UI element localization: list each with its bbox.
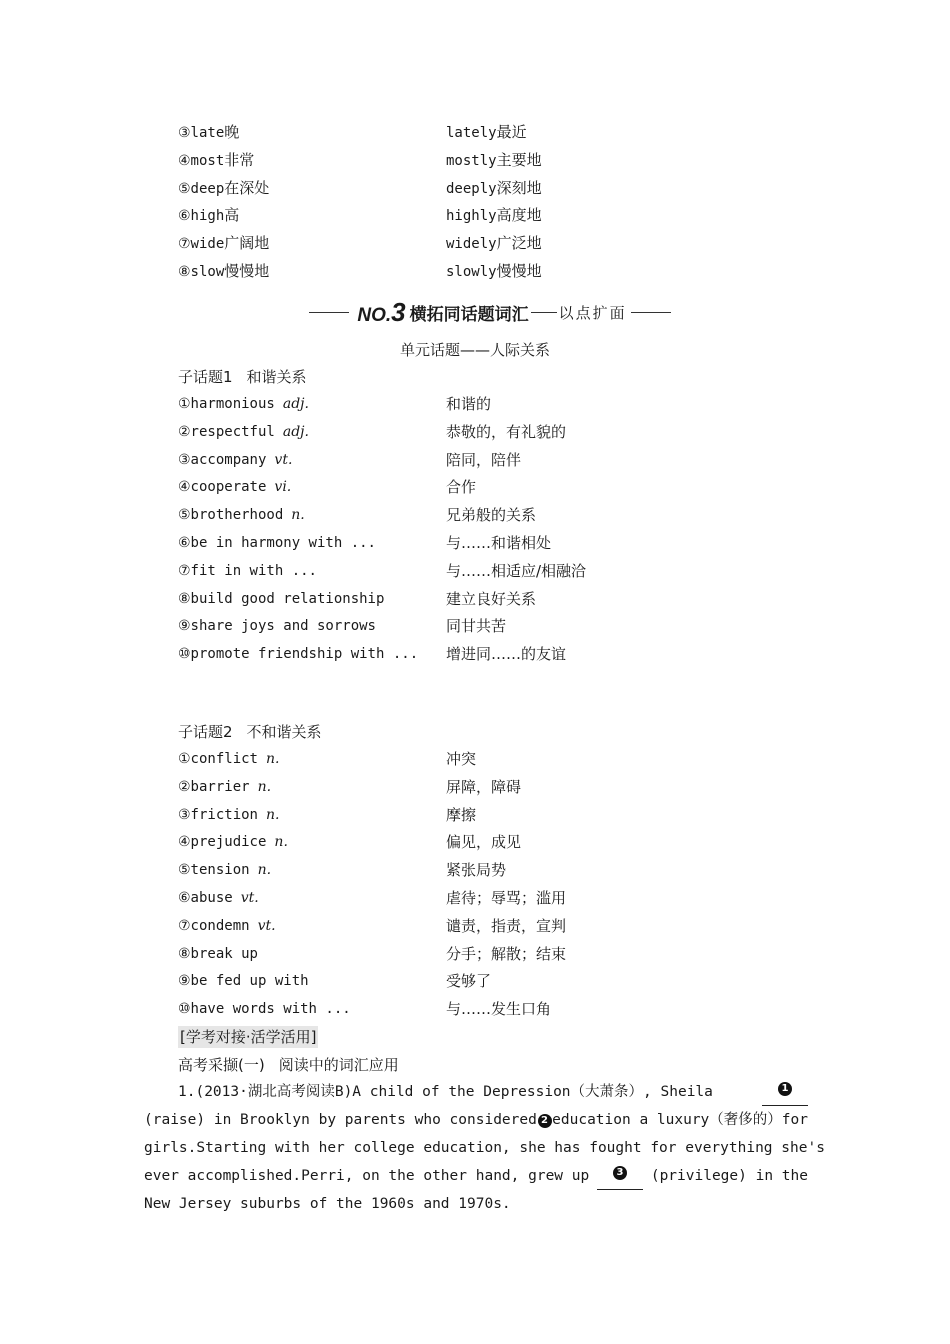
base-word <box>178 259 269 284</box>
vocab-meaning: 与……和谐相处 <box>446 534 552 552</box>
term-text: ⑤brotherhood <box>178 507 284 524</box>
ly-word <box>446 120 527 145</box>
vocab-row <box>178 531 818 555</box>
exam-tag: [学考对接·活学活用] <box>180 1028 317 1046</box>
ly-meaning: 高度地 <box>496 206 542 225</box>
vocab-row <box>178 803 818 827</box>
term-text: ①harmonious <box>178 396 275 412</box>
vocab-term <box>178 587 384 611</box>
vocab-term <box>178 559 317 583</box>
vocab-row <box>178 392 818 416</box>
answer-blank-3[interactable] <box>597 1162 643 1190</box>
passage-text: girls.Starting with her college education, she has fought for everything she's <box>144 1140 825 1156</box>
passage-line <box>144 1106 808 1134</box>
vocab-meaning: 紧张局势 <box>446 861 507 880</box>
vocab-term <box>178 503 305 527</box>
vocab-row <box>178 559 818 583</box>
ly-meaning: 慢慢地 <box>496 262 542 280</box>
passage-text: (raise) in Brooklyn by parents who considered <box>144 1112 537 1128</box>
vocab-row <box>178 747 818 771</box>
vocab-row <box>178 587 818 611</box>
vocab-meaning: 兄弟般的关系 <box>446 506 537 525</box>
vocab-term <box>178 775 271 799</box>
ly-word <box>446 176 542 201</box>
vocab-row <box>178 942 818 966</box>
term-text: ③accompany <box>178 451 267 468</box>
reading-passage <box>144 1078 825 1218</box>
vocab-meaning: 同甘共苦 <box>446 617 507 636</box>
vocab-row <box>178 420 818 444</box>
ly-word <box>446 231 542 256</box>
subtopic1-label: 子话题1 和谐关系 <box>178 368 307 386</box>
base-word <box>178 203 239 228</box>
passage-text: 1.(2013·湖北高考阅读B)A child of the Depression（大萧条）, Sheila <box>178 1084 713 1100</box>
base-term: ⑦wide <box>178 236 225 253</box>
base-meaning: 晚 <box>224 123 240 141</box>
part-of-speech: adj. <box>282 396 309 412</box>
vocab-meaning: 和谐的 <box>446 395 492 413</box>
ly-meaning: 深刻地 <box>496 178 542 197</box>
exam-section-label: 高考采撷(一) 阅读中的词汇应用 <box>178 1056 399 1074</box>
ly-meaning: 最近 <box>496 123 527 141</box>
vocab-meaning: 增进同……的友谊 <box>446 645 567 664</box>
blank-number-icon: 2 <box>538 1114 552 1128</box>
vocab-meaning: 与……相适应/相融洽 <box>446 561 587 580</box>
vocab-row <box>178 448 818 472</box>
vocab-meaning: 偏见，成见 <box>446 833 522 852</box>
vocab-row <box>178 503 818 527</box>
base-word <box>178 176 269 201</box>
vocab-term <box>178 830 288 854</box>
vocab-term <box>178 614 376 638</box>
vocab-meaning: 恭敬的，有礼貌的 <box>446 422 567 441</box>
heading-number: NO.3 <box>357 296 406 327</box>
passage-text: ever accomplished.Perri, on the other hand, grew up <box>144 1168 590 1184</box>
vocab-term <box>178 803 279 827</box>
heading-rule-mid <box>531 312 557 313</box>
vocab-term <box>178 858 271 882</box>
adverb-pair-row <box>178 231 818 255</box>
vocab-term <box>178 392 309 416</box>
part-of-speech: n. <box>265 806 280 823</box>
adverb-pair-row <box>178 120 818 144</box>
vocab-meaning: 屏障，障碍 <box>446 777 522 796</box>
part-of-speech: n. <box>291 507 305 524</box>
vocab-term <box>178 420 309 444</box>
term-text: ⑤tension <box>178 862 250 879</box>
passage-line <box>144 1134 825 1162</box>
base-term: ③late <box>178 125 225 141</box>
base-term: ④most <box>178 152 225 169</box>
term-text: ⑦fit in with ... <box>178 562 317 579</box>
answer-blank-1[interactable] <box>762 1078 808 1106</box>
term-text: ⑨be fed up with <box>178 973 309 990</box>
vocab-meaning: 摩擦 <box>446 805 477 824</box>
base-meaning: 非常 <box>224 150 255 169</box>
ly-term: widely <box>446 236 497 253</box>
term-text: ⑥abuse <box>178 890 233 906</box>
part-of-speech: n. <box>274 834 288 851</box>
vocab-row <box>178 830 818 854</box>
vocab-meaning: 陪同，陪伴 <box>446 450 522 469</box>
vocab-meaning: 受够了 <box>446 972 492 991</box>
vocab-row <box>178 614 818 638</box>
vocab-row <box>178 886 818 910</box>
vocab-row <box>178 775 818 799</box>
base-meaning: 高 <box>224 206 240 225</box>
term-text: ⑧break up <box>178 945 258 962</box>
vocab-row <box>178 914 818 938</box>
vocab-term <box>178 942 258 966</box>
ly-word <box>446 203 542 228</box>
term-text: ⑩promote friendship with ... <box>178 646 419 663</box>
term-text: ⑧build good relationship <box>178 590 385 607</box>
section-heading <box>300 298 680 326</box>
passage-text: New Jersey suburbs of the 1960s and 1970s. <box>144 1196 511 1212</box>
vocab-term <box>178 886 259 910</box>
part-of-speech: n. <box>257 862 272 879</box>
term-text: ④cooperate <box>178 479 267 496</box>
vocab-meaning: 冲突 <box>446 750 477 768</box>
vocab-meaning: 建立良好关系 <box>446 589 537 608</box>
ly-meaning: 主要地 <box>496 150 542 169</box>
vocab-row <box>178 858 818 882</box>
base-word <box>178 148 254 173</box>
unit-topic: 单元话题——人际关系 <box>399 341 550 359</box>
ly-term: slowly <box>446 264 497 280</box>
term-text: ⑨share joys and sorrows <box>178 618 376 635</box>
vocab-meaning: 分手；解散；结束 <box>446 944 567 963</box>
term-text: ①conflict <box>178 751 258 767</box>
vocab-term <box>178 531 376 555</box>
heading-rule-right <box>631 312 671 313</box>
passage-text: education a luxury（奢侈的）for <box>552 1112 808 1128</box>
base-term: ⑤deep <box>178 180 225 197</box>
vocab-row <box>178 969 818 993</box>
ly-meaning: 广泛地 <box>496 234 542 253</box>
part-of-speech: vt. <box>257 917 276 934</box>
part-of-speech: adj. <box>282 423 309 440</box>
part-of-speech: vt. <box>274 451 293 468</box>
ly-term: highly <box>446 208 497 225</box>
term-text: ⑥be in harmony with ... <box>178 535 376 551</box>
base-meaning: 在深处 <box>224 178 270 197</box>
vocab-term <box>178 642 418 666</box>
base-word <box>178 120 239 145</box>
part-of-speech: vt. <box>240 890 259 906</box>
vocab-term <box>178 969 309 993</box>
vocab-row <box>178 997 818 1021</box>
passage-text: (privilege) in the <box>650 1168 808 1184</box>
heading-subtitle: 以点扩面 <box>558 303 627 322</box>
passage-line <box>144 1162 808 1190</box>
ly-term: deeply <box>446 180 497 197</box>
term-text: ⑦condemn <box>178 917 250 934</box>
base-term: ⑥high <box>178 208 225 225</box>
passage-line <box>144 1190 808 1218</box>
vocab-row <box>178 475 818 499</box>
vocab-term <box>178 997 351 1021</box>
base-meaning: 慢慢地 <box>224 262 270 280</box>
vocab-term <box>178 448 292 472</box>
adverb-pair-row <box>178 176 818 200</box>
part-of-speech: n. <box>265 751 280 767</box>
term-text: ②respectful <box>178 423 275 440</box>
vocab-row <box>178 642 818 666</box>
adverb-pair-row <box>178 259 818 283</box>
heading-title: 横拓同话题词汇 <box>409 304 529 325</box>
part-of-speech: n. <box>257 778 272 795</box>
subtopic2-label: 子话题2 不和谐关系 <box>178 723 322 741</box>
term-text: ④prejudice <box>178 834 267 851</box>
ly-term: lately <box>446 125 497 141</box>
base-word <box>178 231 269 256</box>
vocab-meaning: 虐待；辱骂；滥用 <box>446 889 567 907</box>
vocab-term <box>178 914 276 938</box>
vocab-term <box>178 475 291 499</box>
base-meaning: 广阔地 <box>224 234 270 253</box>
adverb-pair-row <box>178 148 818 172</box>
blank-number-icon: 3 <box>613 1166 627 1180</box>
base-term: ⑧slow <box>178 264 225 280</box>
vocab-term <box>178 747 279 771</box>
part-of-speech: vi. <box>274 479 292 496</box>
term-text: ⑩have words with ... <box>178 1001 351 1018</box>
term-text: ②barrier <box>178 778 250 795</box>
passage-line <box>144 1078 808 1106</box>
heading-rule-left <box>309 312 349 313</box>
ly-word <box>446 148 542 173</box>
blank-number-icon: 1 <box>778 1082 792 1096</box>
vocab-meaning: 合作 <box>446 478 477 497</box>
adverb-pair-row <box>178 203 818 227</box>
ly-word <box>446 259 542 284</box>
ly-term: mostly <box>446 152 497 169</box>
vocab-meaning: 与……发生口角 <box>446 1000 552 1019</box>
term-text: ③friction <box>178 806 258 823</box>
vocab-meaning: 谴责，指责，宣判 <box>446 916 567 935</box>
